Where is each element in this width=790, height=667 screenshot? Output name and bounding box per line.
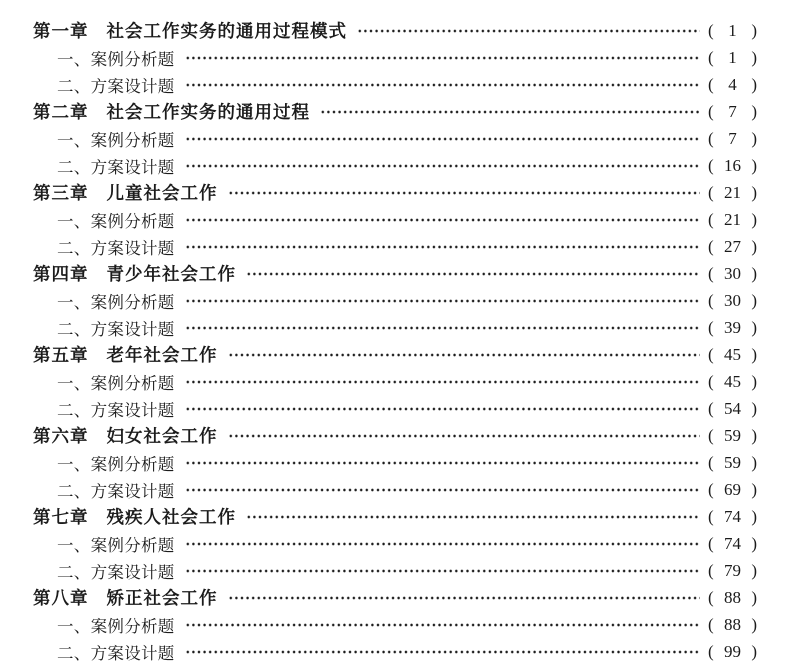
page-number-value: 59 [724,452,741,472]
toc-entry-label: 一、 [57,616,91,636]
paren-close: ) [751,533,757,553]
paren-close: ) [751,317,757,337]
toc-row-chapter [33,584,757,611]
toc-entry-title: 案例分析题 [90,535,175,555]
page-number [708,318,757,338]
page-number [708,642,757,662]
toc-entry-label: 一、 [57,130,91,150]
toc-row-sub [33,368,757,395]
dot-leader [320,98,700,125]
paren-close: ) [751,398,757,418]
paren-open: ( [708,587,714,607]
toc-row-sub [33,395,757,422]
paren-open: ( [708,20,714,40]
toc-row-sub [33,557,757,584]
dot-leader [185,395,700,422]
paren-close: ) [751,371,757,391]
page-number [708,480,757,500]
table-of-contents [33,17,757,665]
toc-entry-label: 第一章 [33,21,89,41]
paren-open: ( [708,506,714,526]
toc-entry-title: 方案设计题 [90,319,175,339]
page-number-value: 88 [724,587,741,607]
toc-row-sub [33,449,757,476]
paren-open: ( [708,290,714,310]
toc-entry-title: 方案设计题 [90,76,175,96]
page-number [708,399,757,419]
paren-open: ( [708,479,714,499]
dot-leader [185,125,700,152]
paren-close: ) [751,20,757,40]
page-number-value: 30 [724,290,741,310]
page-number-value: 16 [724,155,741,175]
page-number-value: 30 [724,263,741,283]
page-number-value: 74 [724,533,741,553]
toc-entry-label: 一、 [57,373,91,393]
paren-close: ) [751,587,757,607]
dot-leader [185,530,700,557]
toc-entry-title: 案例分析题 [90,211,175,231]
paren-open: ( [708,560,714,580]
paren-close: ) [751,560,757,580]
paren-close: ) [751,452,757,472]
paren-close: ) [751,236,757,256]
toc-row-chapter [33,98,757,125]
toc-entry-title: 矫正社会工作 [106,588,218,608]
toc-entry-title: 方案设计题 [90,481,175,501]
page-number-value: 45 [724,344,741,364]
page-number-value: 59 [724,425,741,445]
paren-close: ) [751,344,757,364]
dot-leader [185,314,700,341]
page-number-value: 45 [724,371,741,391]
dot-leader [185,449,700,476]
dot-leader [185,368,700,395]
toc-entry-label: 第七章 [33,507,89,527]
toc-entry-label: 二、 [57,238,91,258]
toc-entry-label: 一、 [57,535,91,555]
dot-leader [246,503,700,530]
toc-entry-title: 老年社会工作 [106,345,218,365]
paren-close: ) [751,506,757,526]
page-number [708,291,757,311]
paren-close: ) [751,74,757,94]
toc-entry-label: 二、 [57,562,91,582]
toc-entry-title: 案例分析题 [90,454,175,474]
toc-row-chapter [33,422,757,449]
toc-entry-title: 方案设计题 [90,400,175,420]
toc-entry-title: 方案设计题 [90,562,175,582]
page-number-value: 99 [724,641,741,661]
paren-open: ( [708,452,714,472]
toc-entry-title: 妇女社会工作 [106,426,218,446]
paren-open: ( [708,371,714,391]
dot-leader [185,71,700,98]
page-number-value: 21 [724,182,741,202]
paren-close: ) [751,182,757,202]
paren-open: ( [708,614,714,634]
paren-close: ) [751,641,757,661]
page-number [708,561,757,581]
toc-entry-title: 残疾人社会工作 [106,507,236,527]
dot-leader [185,476,700,503]
page-number [708,102,757,122]
page-number-value: 88 [724,614,741,634]
paren-close: ) [751,47,757,67]
toc-row-chapter [33,260,757,287]
paren-open: ( [708,236,714,256]
page-number [708,426,757,446]
toc-entry-label: 二、 [57,76,91,96]
toc-row-chapter [33,17,757,44]
paren-close: ) [751,155,757,175]
page-number [708,129,757,149]
paren-close: ) [751,614,757,634]
page-number [708,534,757,554]
page-number [708,75,757,95]
toc-entry-label: 一、 [57,292,91,312]
toc-entry-label: 二、 [57,400,91,420]
page-number-value: 39 [724,317,741,337]
toc-row-chapter [33,179,757,206]
paren-open: ( [708,263,714,283]
page-number [708,210,757,230]
toc-entry-title: 案例分析题 [90,49,175,69]
page-number [708,345,757,365]
toc-entry-title: 案例分析题 [90,292,175,312]
toc-entry-title: 儿童社会工作 [106,183,218,203]
page-number-value: 27 [724,236,741,256]
dot-leader [185,233,700,260]
toc-row-sub [33,314,757,341]
page-number [708,264,757,284]
paren-open: ( [708,74,714,94]
toc-entry-title: 方案设计题 [90,238,175,258]
toc-entry-label: 一、 [57,49,91,69]
paren-open: ( [708,641,714,661]
page-number [708,588,757,608]
toc-entry-title: 案例分析题 [90,373,175,393]
toc-entry-title: 社会工作实务的通用过程 [106,102,310,122]
toc-entry-label: 第五章 [33,345,89,365]
page-number-value: 1 [728,47,737,67]
toc-entry-title: 方案设计题 [90,157,175,177]
page-number-value: 1 [728,20,737,40]
dot-leader [185,44,700,71]
paren-open: ( [708,47,714,67]
page-number-value: 74 [724,506,741,526]
paren-close: ) [751,209,757,229]
toc-entry-label: 二、 [57,319,91,339]
page-number [708,156,757,176]
paren-close: ) [751,263,757,283]
paren-close: ) [751,290,757,310]
page-number [708,48,757,68]
page-number [708,372,757,392]
dot-leader [185,611,700,638]
toc-entry-title: 案例分析题 [90,130,175,150]
page-number [708,453,757,473]
toc-row-sub [33,233,757,260]
dot-leader [185,638,700,665]
paren-open: ( [708,209,714,229]
toc-entry-label: 二、 [57,643,91,663]
toc-row-sub [33,152,757,179]
paren-close: ) [751,128,757,148]
toc-row-sub [33,611,757,638]
toc-entry-label: 第二章 [33,102,89,122]
page-number-value: 7 [728,101,737,121]
toc-row-sub [33,125,757,152]
toc-entry-title: 案例分析题 [90,616,175,636]
page-number [708,183,757,203]
toc-entry-title: 青少年社会工作 [106,264,236,284]
dot-leader [228,179,701,206]
dot-leader [185,557,700,584]
paren-open: ( [708,101,714,121]
page-number [708,507,757,527]
paren-open: ( [708,344,714,364]
dot-leader [185,287,700,314]
paren-open: ( [708,128,714,148]
page-number-value: 4 [728,74,737,94]
toc-row-sub [33,206,757,233]
dot-leader [228,422,701,449]
dot-leader [185,152,700,179]
paren-open: ( [708,155,714,175]
toc-row-sub [33,638,757,665]
toc-entry-label: 一、 [57,454,91,474]
dot-leader [228,341,701,368]
toc-row-sub [33,287,757,314]
page-number-value: 21 [724,209,741,229]
page-number [708,615,757,635]
toc-row-sub [33,476,757,503]
toc-entry-label: 二、 [57,481,91,501]
dot-leader [246,260,700,287]
toc-entry-label: 第三章 [33,183,89,203]
page-number-value: 7 [728,128,737,148]
toc-entry-label: 一、 [57,211,91,231]
paren-open: ( [708,425,714,445]
paren-open: ( [708,533,714,553]
toc-entry-label: 第六章 [33,426,89,446]
toc-row-chapter [33,341,757,368]
paren-open: ( [708,317,714,337]
toc-entry-label: 二、 [57,157,91,177]
toc-entry-title: 方案设计题 [90,643,175,663]
dot-leader [185,206,700,233]
page-number-value: 54 [724,398,741,418]
toc-row-sub [33,530,757,557]
toc-entry-label: 第八章 [33,588,89,608]
toc-row-sub [33,44,757,71]
paren-close: ) [751,425,757,445]
page-number [708,237,757,257]
dot-leader [228,584,701,611]
paren-open: ( [708,182,714,202]
toc-row-sub [33,71,757,98]
toc-row-chapter [33,503,757,530]
toc-entry-label: 第四章 [33,264,89,284]
paren-open: ( [708,398,714,418]
dot-leader [357,17,700,44]
page-number [708,21,757,41]
page-number-value: 79 [724,560,741,580]
paren-close: ) [751,479,757,499]
paren-close: ) [751,101,757,121]
page-number-value: 69 [724,479,741,499]
toc-entry-title: 社会工作实务的通用过程模式 [106,21,347,41]
